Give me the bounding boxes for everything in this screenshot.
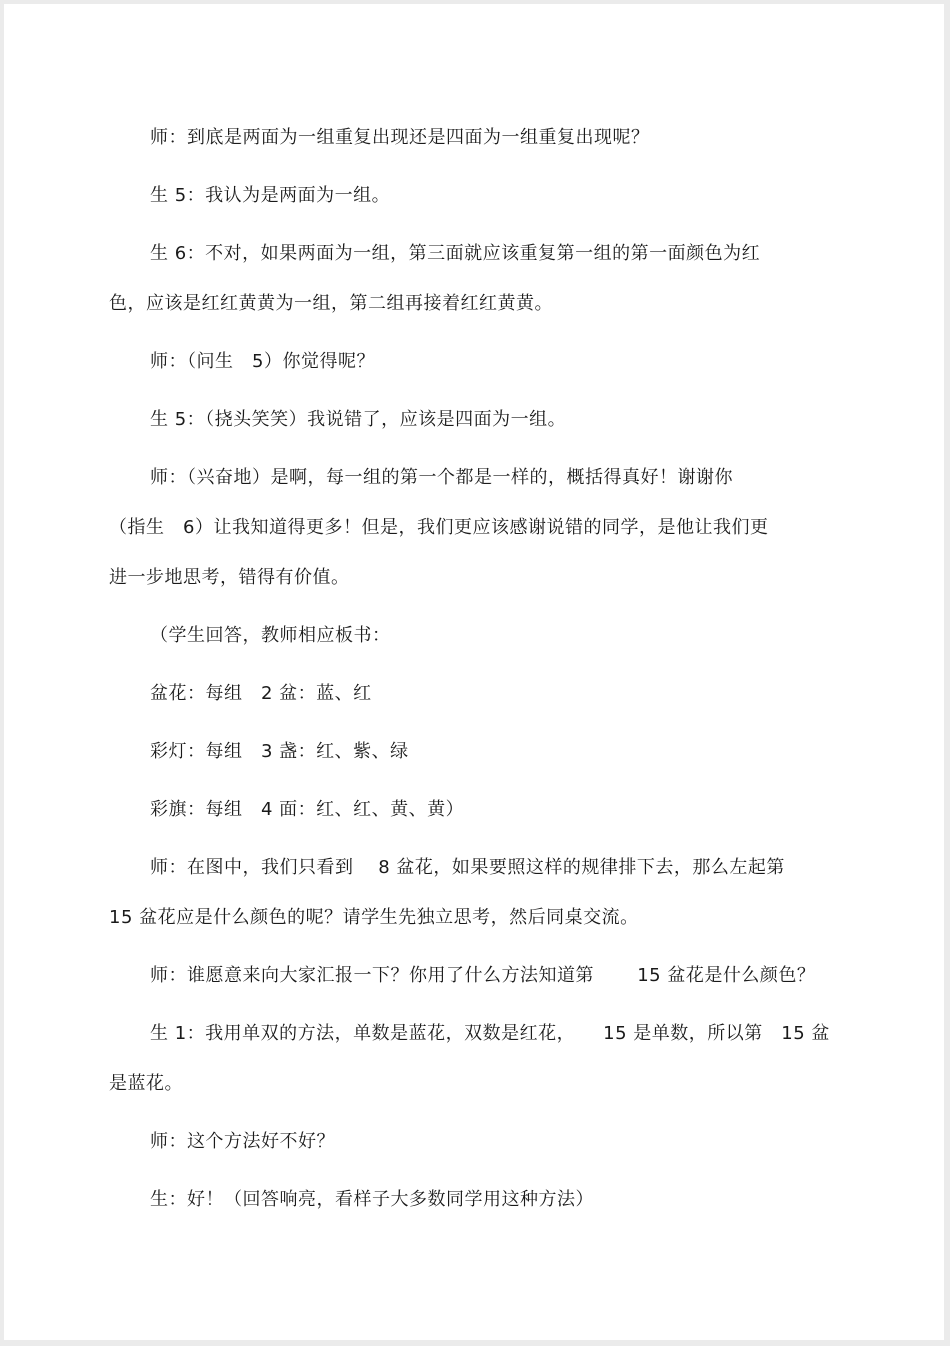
- text-line: 生 5：我认为是两面为一组。: [150, 185, 391, 206]
- document-page: [4, 4, 944, 1340]
- text-line: 是蓝花。: [109, 1073, 183, 1094]
- text-line: （学生回答，教师相应板书：: [150, 625, 391, 646]
- text-line: 生 5：（挠头笑笑）我说错了，应该是四面为一组。: [150, 409, 567, 430]
- text-line: 师：到底是两面为一组重复出现还是四面为一组重复出现呢？: [150, 127, 650, 148]
- text-line: 师：在图中，我们只看到 8 盆花，如果要照这样的规律排下去，那么左起第: [150, 857, 785, 878]
- text-line: 色，应该是红红黄黄为一组，第二组再接着红红黄黄。: [109, 293, 553, 314]
- text-line: 师：谁愿意来向大家汇报一下？你用了什么方法知道第 15 盆花是什么颜色？: [150, 965, 816, 986]
- text-line: 师：（兴奋地）是啊，每一组的第一个都是一样的，概括得真好！谢谢你: [150, 467, 733, 488]
- text-line: 盆花：每组 2 盆：蓝、红: [150, 683, 372, 704]
- text-line: 生 1：我用单双的方法，单数是蓝花，双数是红花， 15 是单数，所以第 15 盆: [150, 1023, 830, 1044]
- text-line: 生 6：不对，如果两面为一组，第三面就应该重复第一组的第一面颜色为红: [150, 243, 761, 264]
- text-line: 进一步地思考，错得有价值。: [109, 567, 350, 588]
- text-line: 生：好！（回答响亮，看样子大多数同学用这种方法）: [150, 1189, 594, 1210]
- text-line: 彩旗：每组 4 面：红、红、黄、黄）: [150, 799, 465, 820]
- text-line: 师：（问生 5）你觉得呢？: [150, 351, 375, 372]
- text-line: 15 盆花应是什么颜色的呢？请学生先独立思考，然后同桌交流。: [109, 907, 639, 928]
- text-line: 师：这个方法好不好？: [150, 1131, 335, 1152]
- text-line: （指生 6）让我知道得更多！但是，我们更应该感谢说错的同学，是他让我们更: [109, 517, 769, 538]
- text-line: 彩灯：每组 3 盏：红、紫、绿: [150, 741, 409, 762]
